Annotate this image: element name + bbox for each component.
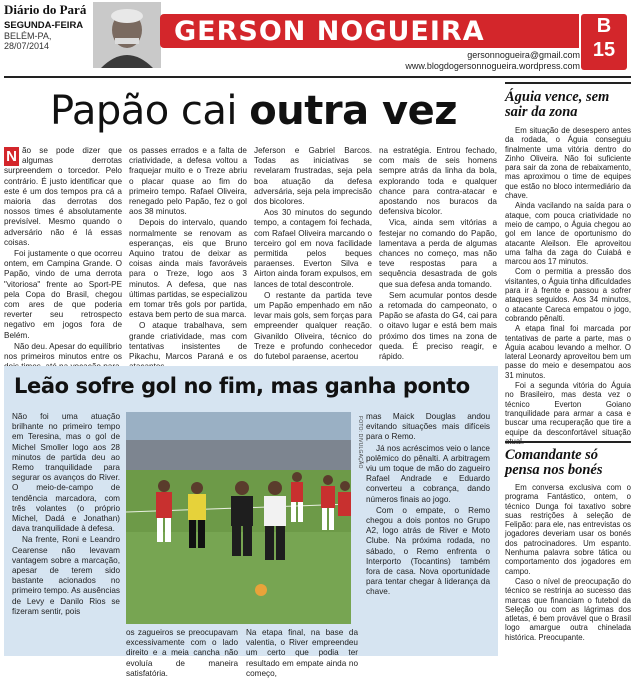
masthead-info bbox=[4, 2, 92, 72]
weekday: SEGUNDA-FEIRA bbox=[4, 20, 84, 31]
paragraph: Vica, ainda sem vitórias a festejar no comando do Papão, lamentava a perda de algumas chances no começo, mas não teve respostas para a sequência desastrada de gols que sua defesa anda tomando. bbox=[379, 218, 497, 289]
paragraph: Aos 30 minutos do segundo tempo, a contagem foi fechada, com Rafael Oliveira marcando o terceiro gol em nova facilidade permitida pelos beques paraenses. Everton Silva e Airton ainda foram expulsos, em lances de total descontrole. bbox=[254, 208, 372, 289]
blog-link[interactable]: www.blogdogersonnogueira.wordpress.com bbox=[405, 61, 580, 71]
page-number: 15 bbox=[592, 39, 616, 61]
city: BELÉM-PA, bbox=[4, 31, 52, 41]
sidebar-story-1-body bbox=[505, 126, 631, 446]
inset-column-2-bottom bbox=[126, 628, 238, 680]
paragraph: Com o permitia a pressão dos visitantes, o Águia tinha dificuldades para ir à frente e passou a sofrer ataques seguidos. Aos 34 minutos, o atacante Careca empatou o jogo, cobrando pênalti. bbox=[505, 267, 631, 323]
article-column-1 bbox=[4, 146, 122, 373]
headline-part-1: Papão cai bbox=[50, 88, 238, 134]
page-tag bbox=[581, 14, 627, 70]
section-letter: B bbox=[596, 15, 612, 37]
soccer-match-image-icon bbox=[126, 412, 351, 624]
newspaper-name: Diário do Pará bbox=[4, 2, 87, 17]
sidebar-story-2-body bbox=[505, 483, 631, 642]
article-column-4 bbox=[379, 146, 497, 363]
paragraph: Sem acumular pontos desde a retomada do campeonato, o Papão se afasta do G4, cai para o oitavo lugar e está bem mais próximo dos times na zona de queda. É preciso reagir, e rápido. bbox=[379, 290, 497, 362]
columnist-photo bbox=[93, 2, 161, 68]
sidebar-story-2 bbox=[505, 448, 631, 643]
article-column-2 bbox=[129, 146, 247, 373]
paragraph: Não foi uma atuação brilhante no primeiro tempo em Teresina, mas o gol de Michel Smoller logo aos 28 minutos de partida deu ao Remo tranquilidade para segurar os avanços do River. O meio-de-campo de tendência marcadora, com três volantes (o próprio Michel, Dadá e Jonathan) dava tranquilidade à defesa. bbox=[12, 412, 120, 534]
paragraph: Em conversa exclusiva com o programa Fantástico, ontem, o técnico Dunga foi taxativo sobre suas restrições à seleção de Felipão: para ele, nas entrevistas os jogadores deveriam usar os bonés dos patrocinadores. Um espanto. Nenhuma palavra sobre tática ou comportamento dos jogadores em campo. bbox=[505, 483, 631, 576]
paragraph: Depois do intervalo, quando normalmente se renovam as esperanças, eis que Bruno Aquino tratou de deixar as coisas ainda mais favoráveis para o Treze, logo aos 3 minutos. A defesa, que nas últimas partidas, se especializou em tomar três gols por partida, estava bem perto de sua marca. bbox=[129, 218, 247, 320]
sidebar-story-1 bbox=[505, 90, 631, 447]
paragraph: Em situação de desespero antes da rodada, o Águia conseguiu finalmente uma vitória dentro do Zinho Oliveira. Não foi suficiente para sair da zona de rebaixamento, mas aproximou o time de equipes que estão no bloco intermediário da chave. bbox=[505, 126, 631, 201]
paragraph: Ainda vacilando na saída para o ataque, com pouca criatividade no meio de campo, o Águia chegou ao gol em lance de oportunismo do atacante Aleilson. Ele aproveitou uma falha da zaga do Cuiabá e marcou aos 17 minutos. bbox=[505, 201, 631, 267]
paragraph: Foi justamente o que ocorreu ontem, em Campina Grande. O Papão, vindo de uma derrota "vitoriosa" frente ao Sport-PE pela Copa do Brasil, chegou com ares de que poderia reverter seu retrospecto negativo em jogos fora de Belém. bbox=[4, 249, 122, 340]
paragraph: Não deu. Apesar do equilíbrio nos primeiros minutos entre os bbox=[4, 341, 122, 362]
paragraph: mas Maick Douglas andou evitando situações mais difíceis para o Remo. bbox=[366, 412, 490, 442]
paragraph: Na frente, Roni e Leandro Cearense não levavam vantagem sobre a marcação, apesar de terem sido bastante acionados no primeiro tempo. As ausências de Levy e Danilo Rios se fizeram sentir, pois bbox=[12, 535, 120, 616]
inset-headline: Leão sofre gol no fim, mas ganha ponto bbox=[14, 374, 470, 398]
inset-column-1 bbox=[12, 412, 120, 618]
contact-info bbox=[360, 50, 580, 72]
paragraph: Foi a segunda vitória do Águia no Brasileiro, mas desta vez o técnico Everton Goiano tranquilidade para armar a casa e buscar uma recuperação que tire a equipe da desconfortável situação bbox=[505, 381, 631, 437]
sidebar-story-2-title: Comandante só pensa nos bonés bbox=[505, 447, 603, 478]
inset-column-3-bottom bbox=[246, 628, 358, 680]
photo-credit: FOTO: DIVULGAÇÃO bbox=[357, 416, 363, 469]
header-divider bbox=[4, 76, 631, 78]
headline-part-2: outra vez bbox=[249, 88, 457, 134]
match-photo bbox=[126, 412, 351, 624]
article-column-3 bbox=[254, 146, 372, 363]
paragraph: O ataque trabalhava, sem grande criatividade, mas com tentativas insistentes de Pikachu, Marcos Paraná e os bbox=[129, 321, 247, 362]
paragraph: Jeferson e Gabriel Barcos. Todas as iniciativas se revelaram frustradas, seja pela boa atuação da defesa adversária, seja pela imprecisão dos bicolores. bbox=[254, 146, 372, 207]
paragraph: Com o empate, o Remo chegou a dois pontos no Grupo A2, logo atrás de River e Moto Clube. Na próxima rodada, no sábado, o Remo enfrenta o Interporto (Tocantins) também fora de casa. Nova oportunidade para tentar chegar à liderança da chave. bbox=[366, 505, 490, 597]
paragraph: Na etapa final, na base da valentia, o River empreendeu um certo que podia ter resultado em empate ainda no começo, bbox=[246, 628, 358, 678]
sidebar-story-1-title: Águia vence, sem sair da zona bbox=[505, 89, 610, 120]
main-headline bbox=[50, 88, 457, 134]
inset-article-box bbox=[4, 366, 498, 678]
sidebar-rule-2 bbox=[505, 441, 631, 443]
columnist-portrait-icon bbox=[93, 2, 161, 68]
email-link[interactable]: gersonnogueira@gmail.com bbox=[467, 50, 580, 60]
paragraph: os zagueiros se preocupavam excessivamente com o lado direito e a meia cancha não evoluía de maneira satisfatória. bbox=[126, 628, 238, 678]
paragraph: Caso o nível de preocupação do técnico se restrinja ao sucesso das marcas que financiam o futebol da Seleção ou com as lágrimas dos atletas, é bem provável que o Brasil logo amargue outra chinelada histórica. Preocupante. bbox=[505, 576, 631, 642]
date: 28/07/2014 bbox=[4, 41, 50, 51]
paragraph: os passes errados e a falta de criatividade, a defesa voltou a fraquejar muito e o Treze abriu o placar quase ao fim do primeiro tempo. Rafael Oliveira, renegado pelo Papão, fez o gol aos 38 minutos. bbox=[129, 146, 247, 217]
paragraph: A etapa final foi marcada por tentativas de parte a parte, mas o Águia acabou levando a melhor. O lateral Leonardy aproveitou bem um passe do meio e desempatou aos 31 minutos. bbox=[505, 324, 631, 380]
paragraph: N ão se pode dizer que algumas derrotas surpreendem o torcedor. Pelo contrário. É justo identificar que este é um dos tempos pra cá a maioria das derrotas dos nossos times é absolutamente previsível. Mesmo quando o adversário não é lá essas coisas. bbox=[4, 146, 122, 247]
inset-column-4 bbox=[366, 412, 490, 599]
paragraph: na estratégia. Entrou fechado, com mais de seis homens sempre atrás da linha da bola, explorando toda e qualquer chance para contra-atacar e apostando nos buracos da defensiva bicolor. bbox=[379, 146, 497, 217]
dropcap: N bbox=[4, 147, 19, 166]
sidebar-rule-1 bbox=[505, 82, 631, 84]
paragraph: Já nos acréscimos veio o lance polêmico do pênalti. A arbitragem viu um toque de mão do zagueiro Rafael Andrade e Eduardo converteu a cobrança, dando números finais ao jogo. bbox=[366, 443, 490, 504]
columnist-banner: GERSON NOGUEIRA bbox=[160, 14, 579, 48]
paragraph: O restante da partida teve um Papão empenhado em não levar mais gols, sem forças para empreender qualquer reação. Givanildo Oliveira, técnico do Treze e profundo conhecedor do futebol paraense, acertou bbox=[254, 290, 372, 362]
